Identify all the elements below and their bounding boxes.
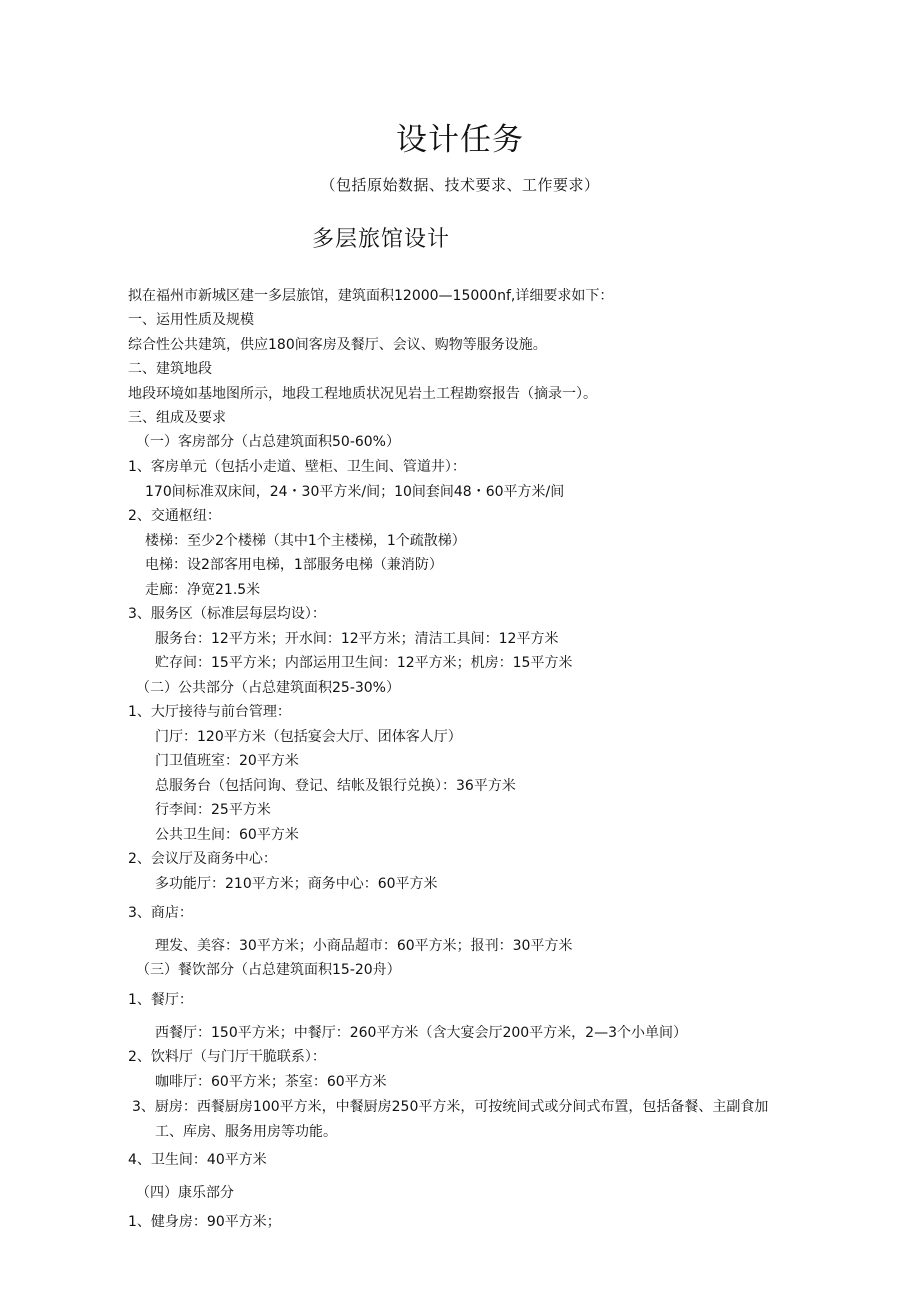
part-3-kitchen-line-1: 3、厨房：西餐厨房100平方米，中餐厨房250平方米，可按统间式或分间式布置，包括备餐、主副食加 [132,1099,769,1115]
section-1-text: 综合性公共建筑，供应180间客房及餐厅、会议、购物等服务设施。 [128,337,547,353]
section-2-heading: 二、建筑地段 [128,361,212,377]
part-3-restaurant-detail: 西餐厅：150平方米；中餐厅：260平方米（含大宴会厅200平方米，2—3个小单间） [155,1025,687,1041]
project-title: 多层旅馆设计 [312,227,451,252]
part-4-item-1: 1、健身房：90平方米； [128,1214,281,1230]
part-2-guard-room: 门卫值班室：20平方米 [155,753,299,769]
part-3-item-4: 4、卫生间：40平方米 [128,1152,267,1168]
part-2-item-3: 3、商店： [128,905,193,921]
part-1-item-2: 2、交通枢纽： [128,508,221,524]
part-1-service-line-1: 服务台：12平方米；开水间：12平方米；清洁工具间：12平方米 [155,631,559,647]
part-3-item-2: 2、饮料厅（与门厅干脆联系）： [128,1049,326,1065]
part-3-heading: （三）餐饮部分（占总建筑面积15-20舟） [136,962,401,978]
part-2-shop-detail: 理发、美容：30平方米；小商品超市：60平方米；报刊：30平方米 [155,938,573,954]
part-1-heading: （一）客房部分（占总建筑面积50-60%） [136,434,400,450]
part-3-kitchen-line-2: 工、库房、服务用房等功能。 [155,1124,337,1140]
intro-paragraph: 拟在福州市新城区建一多层旅馆，建筑面积12000—15000nf,详细要求如下： [128,288,614,304]
section-1-heading: 一、运用性质及规模 [128,312,254,328]
part-2-luggage-room: 行李间：25平方米 [155,802,271,818]
part-2-item-1: 1、大厅接待与前台管理： [128,704,291,720]
part-2-conference-detail: 多功能厅：210平方米；商务中心：60平方米 [155,876,438,892]
part-3-beverage-detail: 咖啡厅：60平方米；茶室：60平方米 [155,1074,387,1090]
section-2-text: 地段环境如基地图所示，地段工程地质状况见岩土工程勘察报告（摘录一）。 [128,386,597,402]
part-2-front-desk: 总服务台（包括问询、登记、结帐及银行兑换）：36平方米 [155,778,516,794]
part-4-heading: （四）康乐部分 [136,1185,234,1201]
part-2-item-2: 2、会议厅及商务中心： [128,851,277,867]
part-1-stairs: 楼梯：至少2个楼梯（其中1个主楼梯，1个疏散梯） [145,533,466,549]
page-title: 设计任务 [396,122,524,158]
part-2-public-toilet: 公共卫生间：60平方米 [155,827,299,843]
page-subtitle: （包括原始数据、技术要求、工作要求） [320,176,600,194]
part-1-item-1: 1、客房单元（包括小走道、壁柜、卫生间、管道井）： [128,459,466,475]
part-1-item-1-detail: 170间标准双床间，24・30平方米/间；10间套间48・60平方米/间 [145,484,565,500]
part-2-lobby: 门厅：120平方米（包括宴会大厅、团体客人厅） [155,729,462,745]
part-1-item-3: 3、服务区（标准层每层均设）： [128,606,326,622]
part-1-elevator: 电梯：设2部客用电梯，1部服务电梯（兼消防） [145,557,443,573]
part-1-corridor: 走廊：净宽21.5米 [145,582,261,598]
part-1-service-line-2: 贮存间：15平方米；内部运用卫生间：12平方米；机房：15平方米 [155,655,573,671]
part-2-heading: （二）公共部分（占总建筑面积25-30%） [136,680,400,696]
section-3-heading: 三、组成及要求 [128,410,226,426]
part-3-item-1: 1、餐厅： [128,992,193,1008]
